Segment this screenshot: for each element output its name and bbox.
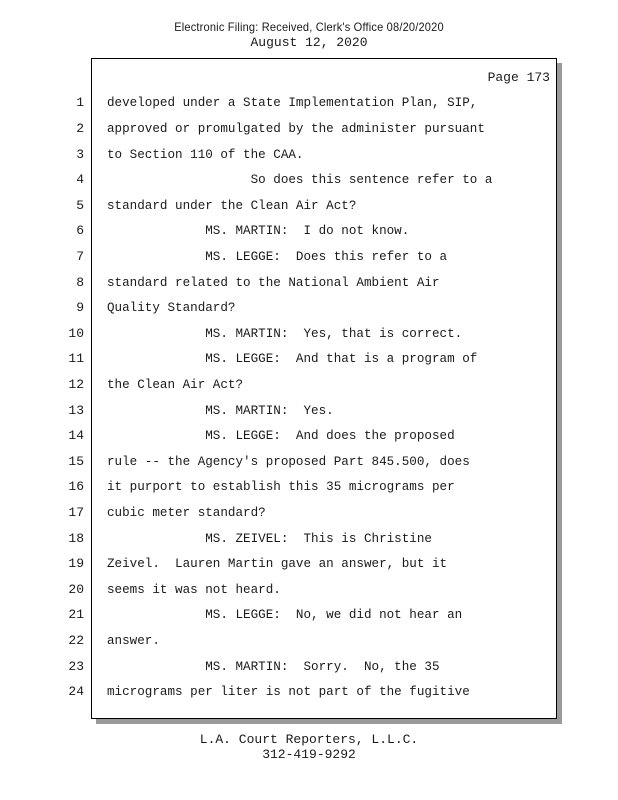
line-text: standard under the Clean Air Act? (107, 199, 357, 213)
line-text: MS. LEGGE: And does the proposed (107, 429, 455, 443)
line-text: standard related to the National Ambient Air (107, 276, 440, 290)
reporter-phone: 312-419-9292 (262, 747, 356, 762)
line-number: 12 (68, 377, 84, 392)
line-text: it purport to establish this 35 micrograms per (107, 480, 455, 494)
line-text: seems it was not heard. (107, 583, 281, 597)
reporter-company: L.A. Court Reporters, L.L.C. (199, 732, 419, 747)
line-text: the Clean Air Act? (107, 378, 244, 392)
filing-stamp: Electronic Filing: Received, Clerk's Office 08/20/2020 (174, 20, 444, 34)
line-number: 11 (68, 351, 84, 366)
line-number: 14 (68, 428, 84, 443)
line-text: micrograms per liter is not part of the fugitive (107, 685, 470, 699)
line-number: 15 (68, 454, 84, 469)
line-text: developed under a State Implementation Plan, SIP, (107, 96, 478, 110)
line-number: 8 (76, 275, 84, 290)
line-number: 13 (68, 403, 84, 418)
line-text: MS. LEGGE: And that is a program of (107, 352, 478, 366)
line-number: 23 (68, 659, 84, 674)
line-text: So does this sentence refer to a (107, 173, 493, 187)
line-text: MS. MARTIN: Yes, that is correct. (107, 327, 463, 341)
line-text: MS. MARTIN: Sorry. No, the 35 (107, 660, 440, 674)
line-text: approved or promulgated by the administer pursuant (107, 122, 485, 136)
line-number: 24 (68, 684, 84, 699)
line-text: MS. MARTIN: Yes. (107, 404, 334, 418)
line-number: 10 (68, 326, 84, 341)
line-number: 1 (76, 95, 84, 110)
line-number: 9 (76, 300, 84, 315)
line-text: to Section 110 of the CAA. (107, 148, 304, 162)
line-text: Zeivel. Lauren Martin gave an answer, but it (107, 557, 448, 571)
line-number: 21 (68, 607, 84, 622)
transcript-date: August 12, 2020 (250, 35, 368, 50)
page-number: Page 173 (487, 70, 550, 85)
line-number: 20 (68, 582, 84, 597)
line-text: MS. LEGGE: No, we did not hear an (107, 608, 463, 622)
line-text: MS. MARTIN: I do not know. (107, 224, 410, 238)
line-number: 19 (68, 556, 84, 571)
line-number: 7 (76, 249, 84, 264)
line-number: 5 (76, 198, 84, 213)
line-text: rule -- the Agency's proposed Part 845.500, does (107, 455, 470, 469)
line-number: 2 (76, 121, 84, 136)
line-number: 18 (68, 531, 84, 546)
line-number: 3 (76, 147, 84, 162)
line-number: 17 (68, 505, 84, 520)
line-text: MS. LEGGE: Does this refer to a (107, 250, 448, 264)
line-text: answer. (107, 634, 160, 648)
line-text: MS. ZEIVEL: This is Christine (107, 532, 432, 546)
line-number: 6 (76, 223, 84, 238)
line-text: Quality Standard? (107, 301, 236, 315)
line-text: cubic meter standard? (107, 506, 266, 520)
line-number: 16 (68, 479, 84, 494)
line-number: 4 (76, 172, 84, 187)
line-number: 22 (68, 633, 84, 648)
